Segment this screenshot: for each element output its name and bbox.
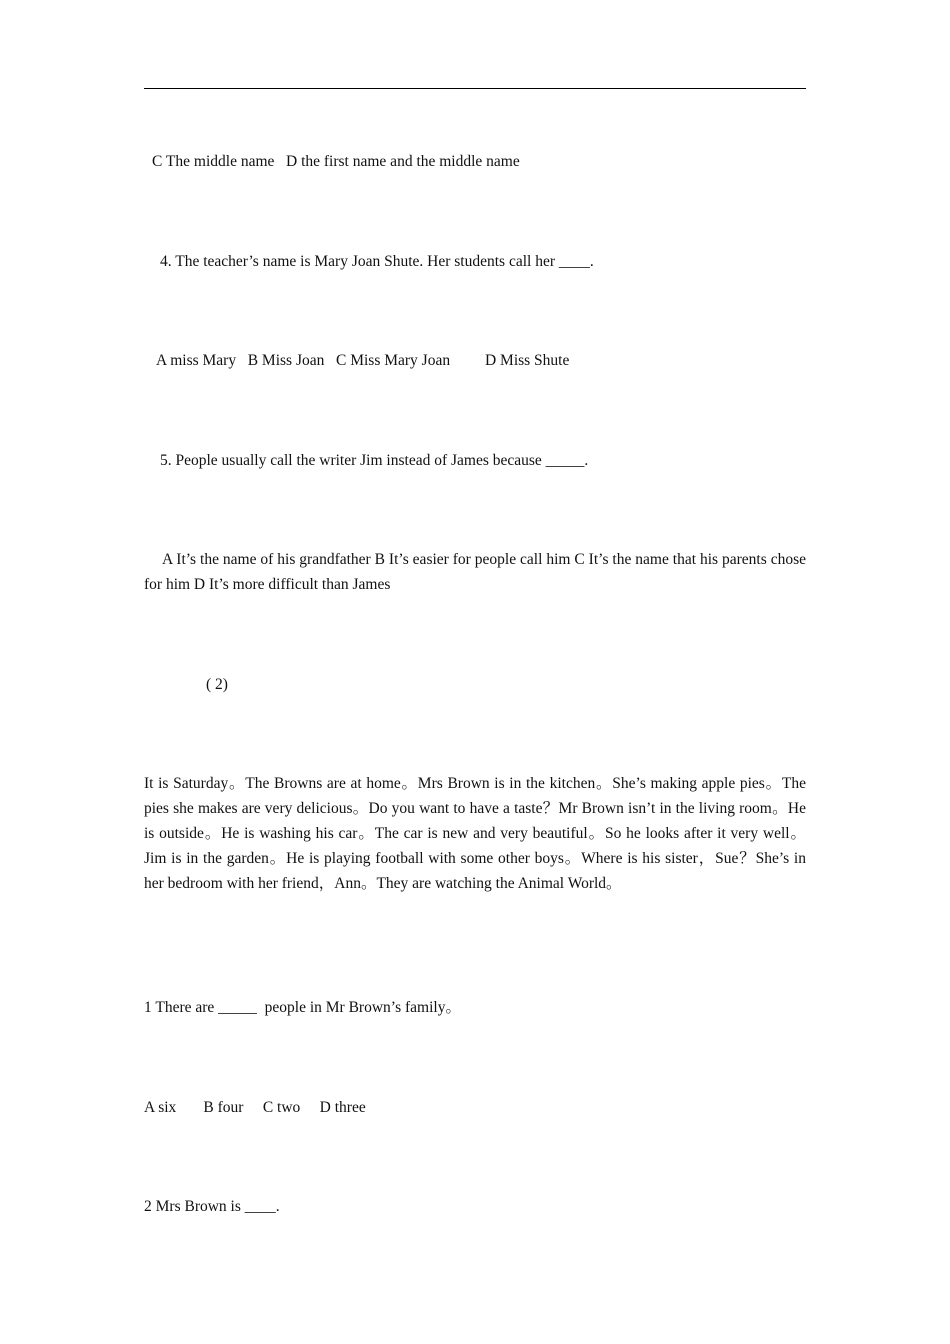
q4-question: 4. The teacher’s name is Mary Joan Shute. Her students call her ____.	[160, 253, 594, 270]
header-rule	[144, 88, 806, 89]
q4-options: A miss Mary B Miss Joan C Miss Mary Joan D Miss Shute	[156, 352, 570, 369]
section-label: ( 2)	[206, 676, 228, 693]
q5-options: A It’s the name of his grandfather B It’s easier for people call him C It’s the name that his parents chose for him D It’s more difficult than James	[144, 551, 806, 593]
q1-options: A six B four C two D three	[144, 1099, 366, 1116]
q2-question: 2 Mrs Brown is ____.	[144, 1198, 280, 1215]
q5-question: 5. People usually call the writer Jim instead of James because _____.	[160, 452, 589, 469]
q3-options-continued: C The middle name D the first name and the middle name	[152, 153, 520, 170]
q1-question: 1 There are _____ people in Mr Brown’s family。	[144, 999, 461, 1016]
reading-passage: It is Saturday。The Browns are at home。Mrs Brown is in the kitchen。She’s making apple pies。The pies she makes are very delicious。Do you want to have a taste？Mr Brown isn’t in the living room。He is outside。He is washing his car。The car is new and very beautiful。So he looks after it very well。Jim is in the garden。He is playing football with some other boys。Where is his sister，Sue？She’s in her bedroom with her friend，Ann。They are watching the Animal World。	[144, 775, 806, 892]
